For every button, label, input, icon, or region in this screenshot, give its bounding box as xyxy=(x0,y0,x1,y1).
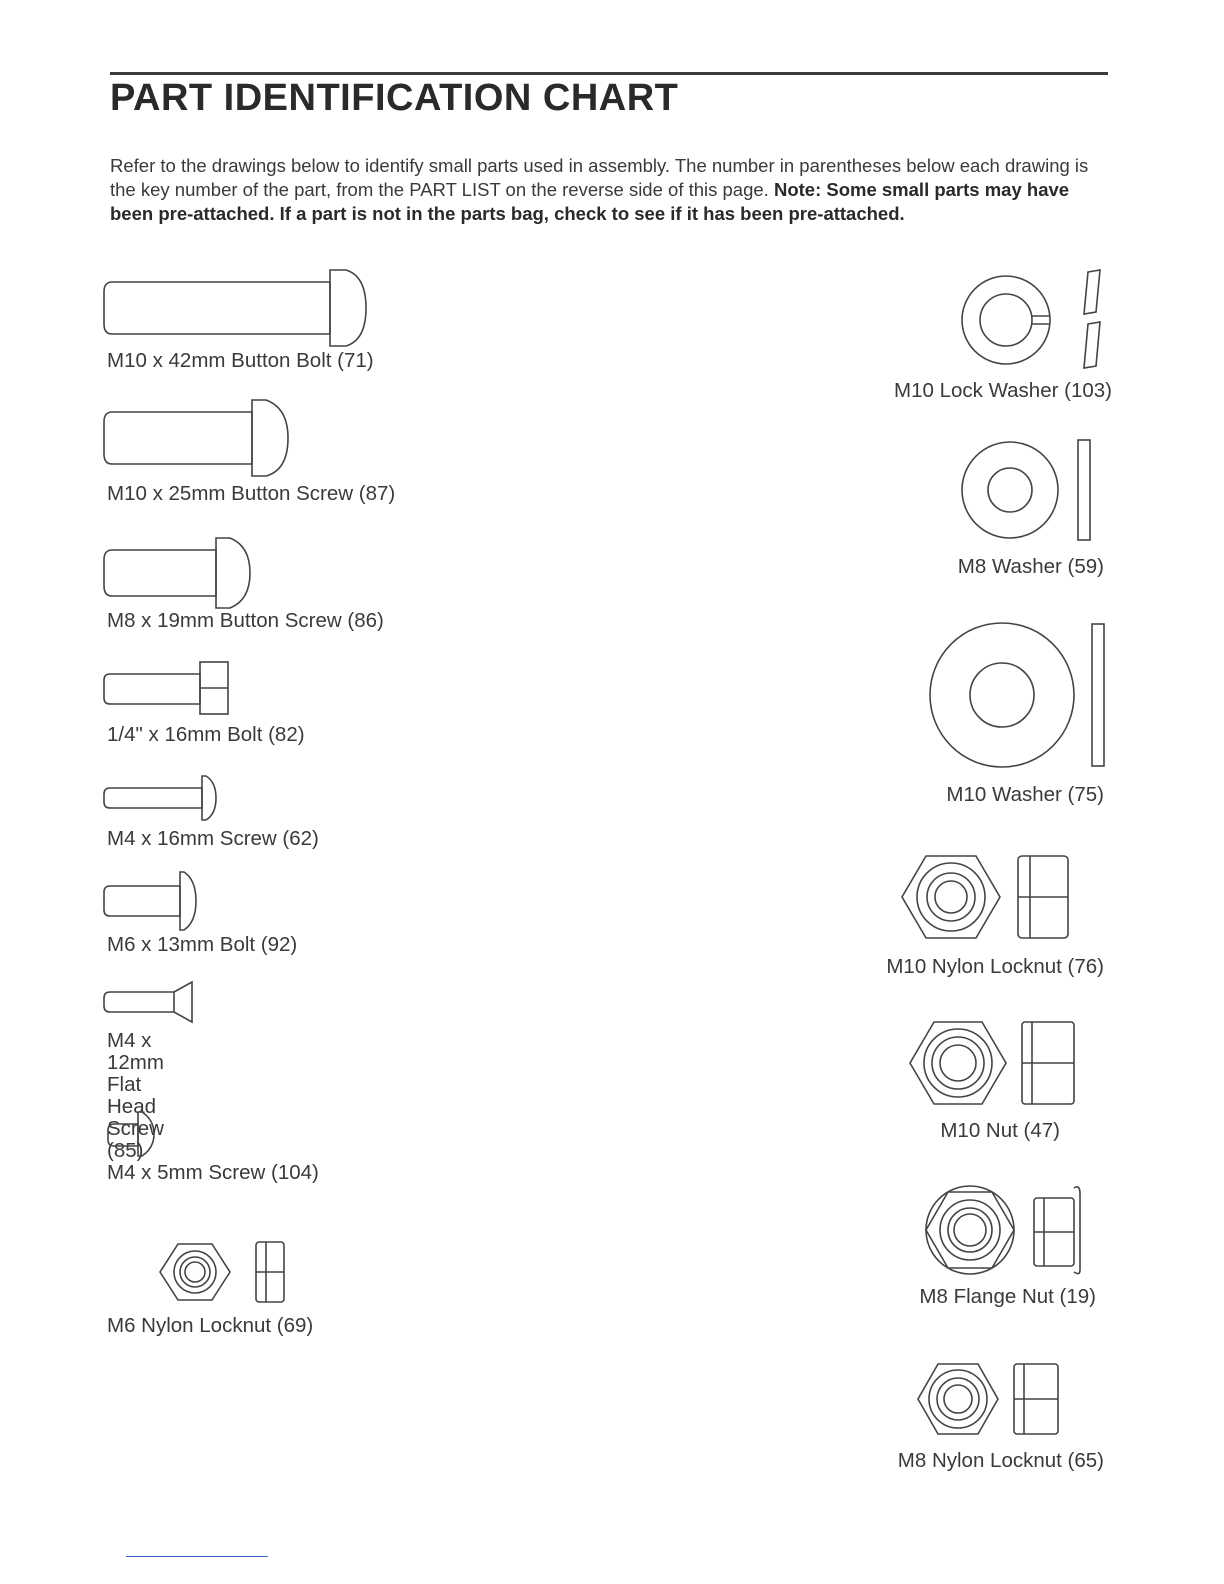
screw-icon xyxy=(108,1112,154,1156)
nylon-locknut-icon xyxy=(158,1240,286,1304)
part-label: M8 x 19mm Button Screw (86) xyxy=(107,609,384,632)
hex-bolt-icon xyxy=(104,662,230,716)
title-rule xyxy=(110,72,1108,75)
part-label: M10 x 25mm Button Screw (87) xyxy=(107,482,396,505)
part-label: M10 Lock Washer (103) xyxy=(894,379,1112,402)
nylon-locknut-icon xyxy=(904,852,1070,942)
part-label: M8 Flange Nut (19) xyxy=(919,1285,1096,1308)
part-label: M10 Nut (47) xyxy=(940,1119,1060,1142)
nut-icon xyxy=(910,1018,1078,1108)
bolt-icon xyxy=(104,872,196,930)
flange-nut-icon xyxy=(924,1184,1084,1276)
nylon-locknut-icon xyxy=(916,1360,1062,1438)
lock-washer-icon xyxy=(960,270,1110,370)
button-bolt-icon xyxy=(104,268,366,348)
part-label: M10 x 42mm Button Bolt (71) xyxy=(107,349,374,372)
page-title: PART IDENTIFICATION CHART xyxy=(110,77,679,119)
intro-paragraph xyxy=(110,154,1110,226)
screw-icon xyxy=(104,776,216,820)
part-label: M4 x 12mm Flat Head Screw (85) xyxy=(107,1029,164,1162)
part-label: M10 Nylon Locknut (76) xyxy=(886,955,1104,978)
part-label: 1/4" x 16mm Bolt (82) xyxy=(107,723,305,746)
part-label: M6 Nylon Locknut (69) xyxy=(107,1314,314,1337)
intro-text: Refer to the drawings below to identify small parts used in assembly. The number in parentheses below each drawing is the key number of the part, from the PART LIST on the reverse side of this page. xyxy=(110,155,1089,200)
button-screw-icon xyxy=(104,538,250,608)
intro-note: Note: Some small parts may have been pre-attached. If a part is not in the parts bag, check to see if it has been pre-attached. xyxy=(110,179,1070,224)
flat-head-screw-icon xyxy=(104,982,194,1022)
part-label: M4 x 16mm Screw (62) xyxy=(107,827,319,850)
part-label: M6 x 13mm Bolt (92) xyxy=(107,933,298,956)
part-label: M4 x 5mm Screw (104) xyxy=(107,1161,319,1184)
washer-icon xyxy=(958,438,1092,542)
washer-icon xyxy=(928,620,1110,770)
part-label: M8 Nylon Locknut (65) xyxy=(897,1449,1104,1472)
footer-line xyxy=(126,1556,268,1557)
part-label: M8 Washer (59) xyxy=(957,555,1104,578)
part-label: M10 Washer (75) xyxy=(946,783,1104,806)
button-screw-icon xyxy=(104,400,288,478)
